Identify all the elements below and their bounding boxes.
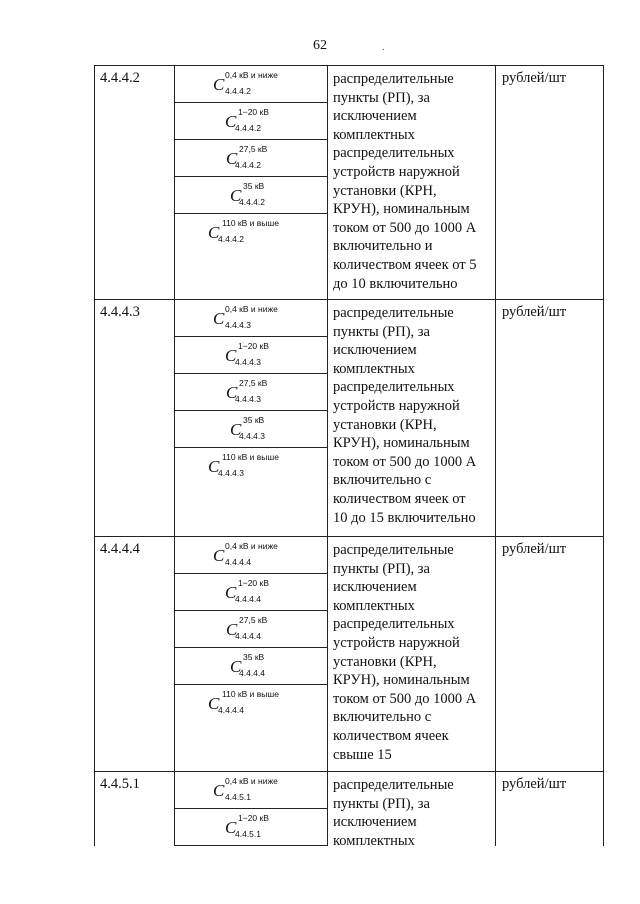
- coefficient-index: 4.4.4.3: [235, 357, 261, 367]
- row-code: 4.4.5.1: [95, 772, 175, 846]
- page-number: [0, 38, 640, 54]
- description-line: комплектных: [333, 597, 415, 614]
- tariff-table: [94, 65, 604, 849]
- coefficient-voltage: 110 кВ и выше: [222, 452, 279, 462]
- coefficient-symbol: C: [226, 620, 238, 639]
- coefficient-symbol: C: [226, 149, 238, 168]
- coefficient-symbol: C: [208, 694, 220, 713]
- description-line: пункты (РП), за: [333, 795, 430, 812]
- description-line: количеством ячеек от: [333, 490, 466, 507]
- description-line: распределительных: [333, 616, 455, 633]
- coefficient-index: 4.4.4.2: [235, 160, 261, 170]
- coefficient-voltage: 1−20 кВ: [238, 107, 269, 117]
- coefficient-symbol: C: [225, 112, 237, 131]
- coefficient-voltage: 0,4 кВ и ниже: [225, 304, 278, 314]
- description-line: количеством ячеек от 5: [333, 256, 477, 273]
- coefficient-voltage: 110 кВ и выше: [222, 689, 279, 699]
- description-line: установки (КРН,: [333, 653, 437, 670]
- coefficient-symbol: C: [230, 657, 242, 676]
- coefficient-cell: [175, 177, 327, 214]
- description-line: включительно с: [333, 472, 432, 489]
- description-line: включительно и: [333, 238, 433, 255]
- coefficient-voltage: 27,5 кВ: [239, 144, 268, 154]
- coefficient-column: [175, 66, 328, 299]
- coefficient-cell: [175, 66, 327, 103]
- description-line: током от 500 до 1000 А: [333, 219, 477, 236]
- coefficient-symbol: C: [208, 457, 220, 476]
- coefficient-index: 4.4.4.4: [235, 594, 261, 604]
- row-code: 4.4.4.4: [95, 537, 175, 771]
- description-line: распределительные: [333, 71, 454, 87]
- coefficient-voltage: 0,4 кВ и ниже: [225, 70, 278, 80]
- row-unit: рублей/шт: [502, 70, 567, 86]
- coefficient-symbol: C: [230, 420, 242, 439]
- coefficient-index: 4.4.4.4: [235, 631, 261, 641]
- description-line: до 10 включительно: [333, 275, 458, 292]
- description-line: устройств наружной: [333, 163, 460, 180]
- coefficient-voltage: 35 кВ: [243, 415, 265, 425]
- description-line: пункты (РП), за: [333, 323, 430, 340]
- description-line: током от 500 до 1000 А: [333, 690, 477, 707]
- page-number-text: 62: [313, 38, 327, 53]
- description-line: устройств наружной: [333, 397, 460, 414]
- coefficient-voltage: 1−20 кВ: [238, 578, 269, 588]
- coefficient-cell: [175, 103, 327, 140]
- description-line: распределительных: [333, 379, 455, 396]
- coefficient-cell: [175, 685, 327, 722]
- coefficient-index: 4.4.4.3: [235, 394, 261, 404]
- row-description: [328, 66, 496, 299]
- description-line: установки (КРН,: [333, 182, 437, 199]
- coefficient-symbol: C: [213, 309, 225, 328]
- row-description: [328, 537, 496, 771]
- description-line: исключением: [333, 108, 417, 125]
- description-line: распределительные: [333, 777, 454, 793]
- coefficient-symbol: C: [226, 383, 238, 402]
- description-line: исключением: [333, 814, 417, 831]
- row-code: 4.4.4.3: [95, 300, 175, 536]
- description-line: током от 500 до 1000 А: [333, 453, 477, 470]
- description-line: распределительные: [333, 305, 454, 321]
- coefficient-index: 4.4.4.4: [239, 668, 265, 678]
- description-line: установки (КРН,: [333, 416, 437, 433]
- coefficient-cell: [175, 648, 327, 685]
- coefficient-index: 4.4.4.2: [239, 197, 265, 207]
- coefficient-index: 4.4.4.2: [218, 234, 244, 244]
- description-line: исключением: [333, 342, 417, 359]
- table-row: [94, 536, 604, 771]
- description-line: включительно с: [333, 709, 432, 726]
- coefficient-cell: [175, 300, 327, 337]
- coefficient-index: 4.4.4.4: [225, 557, 251, 567]
- coefficient-cell: [175, 574, 327, 611]
- coefficient-voltage: 110 кВ и выше: [222, 218, 279, 228]
- coefficient-voltage: 35 кВ: [243, 181, 265, 191]
- coefficient-index: 4.4.5.1: [235, 829, 261, 839]
- coefficient-cell: [175, 140, 327, 177]
- coefficient-voltage: 35 кВ: [243, 652, 265, 662]
- coefficient-column: [175, 772, 328, 846]
- coefficient-symbol: C: [230, 186, 242, 205]
- row-unit: рублей/шт: [502, 541, 567, 557]
- coefficient-cell: [175, 337, 327, 374]
- coefficient-symbol: C: [225, 818, 237, 837]
- coefficient-cell: [175, 537, 327, 574]
- coefficient-symbol: C: [225, 346, 237, 365]
- coefficient-cell: [175, 611, 327, 648]
- description-line: пункты (РП), за: [333, 560, 430, 577]
- description-line: исключением: [333, 579, 417, 596]
- row-description: [328, 300, 496, 536]
- coefficient-cell: [175, 411, 327, 448]
- description-line: КРУН), номинальным: [333, 672, 470, 689]
- coefficient-cell: [175, 448, 327, 485]
- description-line: распределительные: [333, 542, 454, 558]
- table-row: [94, 299, 604, 536]
- coefficient-voltage: 1−20 кВ: [238, 341, 269, 351]
- row-unit: рублей/шт: [502, 304, 567, 320]
- coefficient-symbol: C: [213, 75, 225, 94]
- coefficient-index: 4.4.4.4: [218, 705, 244, 715]
- coefficient-cell: [175, 772, 327, 809]
- description-line: количеством ячеек: [333, 727, 449, 744]
- coefficient-index: 4.4.5.1: [225, 792, 251, 802]
- coefficient-symbol: C: [225, 583, 237, 602]
- page-mark: .: [382, 42, 385, 52]
- coefficient-index: 4.4.4.3: [239, 431, 265, 441]
- description-line: КРУН), номинальным: [333, 435, 470, 452]
- description-line: устройств наружной: [333, 634, 460, 651]
- coefficient-cell: [175, 809, 327, 846]
- coefficient-voltage: 27,5 кВ: [239, 378, 268, 388]
- description-line: 10 до 15 включительно: [333, 509, 476, 526]
- coefficient-column: [175, 537, 328, 771]
- row-code: 4.4.4.2: [95, 66, 175, 299]
- table-row: [94, 771, 604, 849]
- coefficient-symbol: C: [213, 546, 225, 565]
- coefficient-column: [175, 300, 328, 536]
- description-line: КРУН), номинальным: [333, 201, 470, 218]
- description-line: свыше 15: [333, 746, 392, 763]
- coefficient-voltage: 0,4 кВ и ниже: [225, 541, 278, 551]
- coefficient-voltage: 27,5 кВ: [239, 615, 268, 625]
- coefficient-voltage: 0,4 кВ и ниже: [225, 776, 278, 786]
- coefficient-symbol: C: [213, 781, 225, 800]
- row-description: [328, 772, 496, 849]
- coefficient-voltage: 1−20 кВ: [238, 813, 269, 823]
- table-row: [94, 65, 604, 299]
- description-line: комплектных: [333, 832, 415, 849]
- description-line: распределительных: [333, 145, 455, 162]
- coefficient-index: 4.4.4.2: [225, 86, 251, 96]
- coefficient-symbol: C: [208, 223, 220, 242]
- coefficient-cell: [175, 374, 327, 411]
- coefficient-index: 4.4.4.3: [225, 320, 251, 330]
- coefficient-index: 4.4.4.2: [235, 123, 261, 133]
- coefficient-cell: [175, 214, 327, 251]
- description-line: пункты (РП), за: [333, 89, 430, 106]
- description-line: комплектных: [333, 126, 415, 143]
- coefficient-index: 4.4.4.3: [218, 468, 244, 478]
- description-line: комплектных: [333, 360, 415, 377]
- row-unit: рублей/шт: [502, 776, 567, 792]
